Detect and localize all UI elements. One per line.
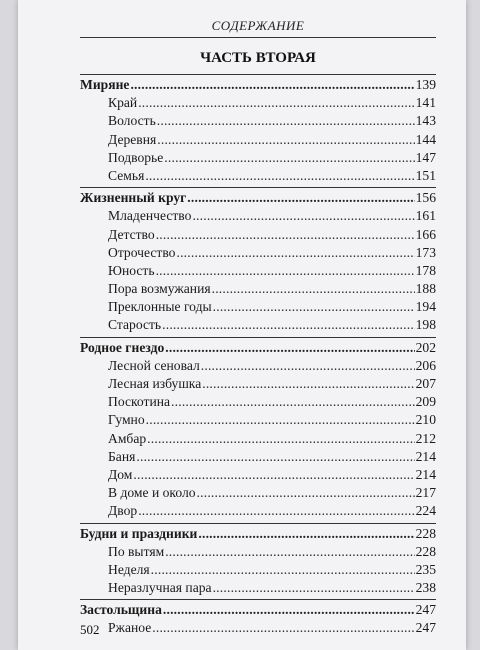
dot-leader — [213, 579, 415, 597]
toc-section-heading — [80, 339, 436, 357]
dot-leader — [157, 131, 414, 149]
toc-entry-page: 202 — [415, 339, 436, 355]
toc-section — [80, 599, 436, 637]
toc-section — [80, 523, 436, 598]
toc-entry-page: 214 — [415, 466, 436, 482]
toc-entry-title: Край — [108, 95, 138, 111]
dot-leader — [165, 543, 414, 561]
toc-entry — [80, 298, 436, 316]
toc-entry-page: 217 — [415, 485, 436, 501]
dot-leader — [198, 525, 414, 543]
toc-entry-title: Неделя — [108, 561, 150, 577]
toc-entry-page: 151 — [415, 167, 436, 183]
dot-leader — [212, 280, 415, 298]
toc-entry-page: 238 — [415, 580, 436, 596]
toc-entry-title: Неразлучная пара — [108, 580, 212, 596]
toc-entry-title: Пора возмужания — [108, 281, 211, 297]
toc-entry — [80, 149, 436, 167]
toc-entry-page: 147 — [415, 149, 436, 165]
toc-entry-page: 139 — [415, 77, 436, 92]
dot-leader — [156, 226, 415, 244]
toc-entry-page: 173 — [415, 244, 436, 260]
toc-entry — [80, 167, 436, 185]
table-of-contents — [80, 74, 436, 640]
toc-entry — [80, 262, 436, 280]
toc-entry-title: Дом — [108, 466, 133, 482]
dot-leader — [146, 411, 415, 429]
toc-entry — [80, 448, 436, 466]
dot-leader — [138, 94, 414, 112]
toc-entry-title: Ржаное — [108, 620, 152, 636]
toc-entry-title: Семья — [108, 167, 145, 183]
toc-entry-page: 228 — [415, 543, 436, 559]
toc-entry — [80, 226, 436, 244]
page-number: 502 — [80, 622, 100, 637]
toc-entry-title: Будни и праздники — [80, 525, 198, 541]
toc-entry — [80, 411, 436, 429]
toc-entry-title: Двор — [108, 503, 138, 519]
toc-entry — [80, 484, 436, 502]
toc-section-heading — [80, 76, 436, 94]
toc-entry-title: Застольщина — [80, 602, 162, 618]
toc-entry-page: 144 — [415, 131, 436, 147]
toc-section — [80, 187, 436, 335]
toc-entry-title: Лесной сеновал — [108, 357, 200, 373]
dot-leader — [171, 393, 415, 411]
toc-entry — [80, 579, 436, 597]
toc-entry-title: Волость — [108, 113, 156, 129]
toc-entry — [80, 561, 436, 579]
toc-section — [80, 74, 436, 185]
toc-entry-title: Амбар — [108, 430, 147, 446]
dot-leader — [164, 149, 414, 167]
dot-leader — [138, 502, 414, 520]
toc-entry-title: Гумно — [108, 412, 145, 428]
dot-leader — [201, 357, 415, 375]
toc-entry — [80, 244, 436, 262]
toc-entry-title: Баня — [108, 448, 136, 464]
dot-leader — [197, 484, 415, 502]
toc-entry-page: 235 — [415, 561, 436, 577]
toc-entry-page: 166 — [415, 226, 436, 242]
dot-leader — [202, 375, 414, 393]
toc-entry — [80, 430, 436, 448]
toc-entry-page: 210 — [415, 412, 436, 428]
toc-section-heading — [80, 601, 436, 619]
toc-entry — [80, 393, 436, 411]
dot-leader — [163, 601, 415, 619]
toc-entry-title: Младенчество — [108, 208, 192, 224]
toc-entry-page: 178 — [415, 262, 436, 278]
dot-leader — [165, 339, 414, 357]
toc-entry-page: 224 — [415, 503, 436, 519]
toc-entry-title: Старость — [108, 317, 162, 333]
toc-section-heading — [80, 525, 436, 543]
dot-leader — [176, 244, 414, 262]
dot-leader — [136, 448, 414, 466]
toc-entry-title: Родное гнездо — [80, 339, 165, 355]
dot-leader — [156, 262, 415, 280]
toc-entry-title: Поскотина — [108, 394, 171, 410]
dot-leader — [145, 167, 414, 185]
toc-entry-title: Детство — [108, 226, 155, 242]
dot-leader — [152, 619, 414, 637]
dot-leader — [162, 316, 414, 334]
toc-entry-page: 206 — [415, 357, 436, 373]
running-head: СОДЕРЖАНИЕ — [80, 18, 436, 38]
dot-leader — [157, 112, 415, 130]
toc-entry-page: 247 — [415, 620, 436, 636]
toc-entry — [80, 466, 436, 484]
toc-entry-page: 212 — [415, 430, 436, 446]
book-page — [18, 0, 466, 650]
toc-entry — [80, 316, 436, 334]
dot-leader — [130, 76, 414, 94]
toc-entry-title: Юность — [108, 262, 155, 278]
toc-entry — [80, 131, 436, 149]
dot-leader — [147, 430, 414, 448]
toc-entry-title: Жизненный круг — [80, 190, 187, 206]
toc-section — [80, 337, 436, 521]
toc-entry — [80, 112, 436, 130]
toc-section-heading — [80, 189, 436, 207]
toc-entry-title: Отрочество — [108, 244, 176, 260]
toc-entry-title: В доме и около — [108, 485, 196, 501]
toc-entry-page: 161 — [415, 208, 436, 224]
toc-entry-page: 214 — [415, 448, 436, 464]
toc-entry-page: 247 — [415, 602, 436, 618]
toc-entry-page: 141 — [415, 95, 436, 111]
toc-entry-title: Преклонные годы — [108, 299, 212, 315]
toc-entry-page: 228 — [415, 525, 436, 541]
toc-entry-page: 209 — [415, 394, 436, 410]
dot-leader — [213, 298, 415, 316]
toc-entry-page: 156 — [415, 190, 436, 206]
toc-entry — [80, 502, 436, 520]
dot-leader — [151, 561, 415, 579]
part-title: ЧАСТЬ ВТОРАЯ — [200, 50, 316, 66]
toc-entry-page: 143 — [415, 113, 436, 129]
toc-entry — [80, 543, 436, 561]
toc-entry — [80, 94, 436, 112]
toc-entry-title: Миряне — [80, 77, 130, 92]
toc-entry-page: 198 — [415, 317, 436, 333]
dot-leader — [187, 189, 414, 207]
toc-entry — [80, 375, 436, 393]
toc-entry — [80, 280, 436, 298]
toc-entry-title: По вытям — [108, 543, 165, 559]
toc-entry — [80, 619, 436, 637]
toc-entry-page: 207 — [415, 376, 436, 391]
toc-entry-page: 188 — [415, 281, 436, 297]
toc-entry — [80, 357, 436, 375]
dot-leader — [192, 207, 414, 225]
toc-entry-title: Деревня — [108, 131, 157, 147]
toc-entry-title: Лесная избушка — [108, 376, 202, 391]
toc-entry — [80, 207, 436, 225]
toc-entry-title: Подворье — [108, 149, 164, 165]
dot-leader — [133, 466, 414, 484]
toc-entry-page: 194 — [415, 299, 436, 315]
